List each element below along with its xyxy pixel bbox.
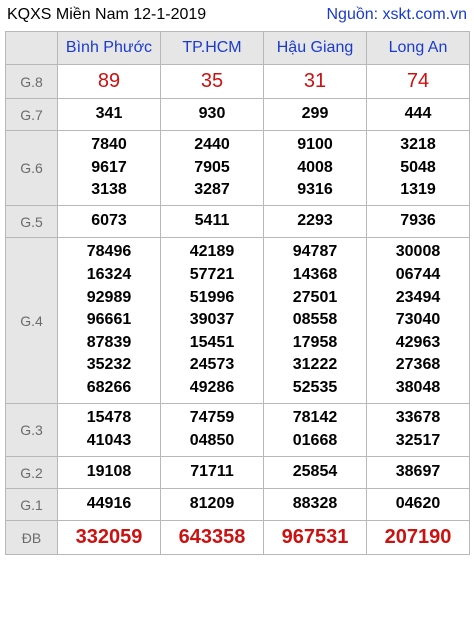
result-number: 17958 (292, 333, 338, 351)
result-number: 30008 (395, 243, 441, 261)
result-number: 7840 (91, 136, 127, 154)
prize-label: G.5 (6, 206, 58, 238)
results-panel (5, 2, 469, 555)
result-cell (367, 99, 470, 131)
result-number: 78142 (292, 409, 338, 427)
result-cell (367, 238, 470, 404)
result-number: 19108 (86, 463, 132, 481)
result-cell (264, 238, 367, 404)
result-number: 16324 (86, 266, 132, 284)
result-cell (161, 99, 264, 131)
result-number: 57721 (189, 266, 235, 284)
result-cell (58, 457, 161, 489)
result-number: 08558 (292, 311, 338, 329)
result-number: 15478 (86, 409, 132, 427)
result-cell (161, 238, 264, 404)
result-cell (58, 489, 161, 521)
result-number: 74759 (189, 409, 235, 427)
prize-label: G.1 (6, 489, 58, 521)
result-number: 42189 (189, 243, 235, 261)
header-row (6, 32, 470, 65)
result-cell (264, 489, 367, 521)
column-header-long-an[interactable]: Long An (367, 32, 470, 65)
prize-row (6, 457, 470, 489)
prize-label: G.4 (6, 238, 58, 404)
result-cell (58, 521, 161, 555)
result-number: 38697 (395, 463, 441, 481)
result-number: 1319 (400, 181, 436, 199)
result-number: 643358 (178, 526, 246, 549)
result-number: 27501 (292, 288, 338, 306)
result-number: 7905 (194, 158, 230, 176)
prize-label: G.6 (6, 131, 58, 206)
result-number: 87839 (86, 333, 132, 351)
result-number: 96661 (86, 311, 132, 329)
result-number: 78496 (86, 243, 132, 261)
result-number: 27368 (395, 356, 441, 374)
result-cell (161, 457, 264, 489)
prize-row (6, 521, 470, 555)
result-number: 9100 (297, 136, 333, 154)
result-number: 24573 (189, 356, 235, 374)
result-number: 44916 (86, 495, 132, 513)
result-number: 25854 (292, 463, 338, 481)
result-number: 04850 (189, 432, 235, 449)
prize-label: G.3 (6, 404, 58, 457)
result-number: 39037 (189, 311, 235, 329)
result-number: 73040 (395, 311, 441, 329)
result-number: 35232 (86, 356, 132, 374)
result-cell (161, 521, 264, 555)
prize-label: G.2 (6, 457, 58, 489)
result-cell (161, 404, 264, 457)
result-number: 23494 (395, 288, 441, 306)
result-cell (58, 65, 161, 99)
result-number: 51996 (189, 288, 235, 306)
prize-row (6, 99, 470, 131)
result-cell (161, 65, 264, 99)
result-cell (367, 206, 470, 238)
result-cell (58, 99, 161, 131)
result-cell (367, 131, 470, 206)
result-cell (367, 65, 470, 99)
result-cell (161, 206, 264, 238)
prize-label: ĐB (6, 521, 58, 555)
result-number: 31222 (292, 356, 338, 374)
result-number: 6073 (91, 212, 127, 230)
result-number: 01668 (292, 432, 338, 449)
result-number: 4008 (297, 158, 333, 176)
result-number: 5048 (400, 158, 436, 176)
result-number: 207190 (384, 526, 452, 549)
result-cell (264, 206, 367, 238)
result-number: 68266 (86, 378, 132, 396)
result-number: 15451 (189, 333, 235, 351)
result-number: 2293 (297, 212, 333, 230)
prize-row (6, 131, 470, 206)
result-number: 3138 (91, 181, 127, 199)
result-number: 04620 (395, 495, 441, 513)
result-cell (58, 206, 161, 238)
result-number: 5411 (194, 212, 230, 230)
page-title: KQXS Miền Nam 12-1-2019 (7, 6, 207, 23)
source-link[interactable]: Nguồn: xskt.com.vn (326, 6, 467, 23)
prize-row (6, 489, 470, 521)
result-number: 3287 (194, 181, 230, 199)
result-number: 71711 (190, 463, 234, 481)
prize-row (6, 238, 470, 404)
results-table (5, 31, 470, 555)
result-cell (58, 131, 161, 206)
result-number: 930 (198, 105, 226, 123)
result-number: 31 (303, 70, 327, 93)
result-number: 3218 (400, 136, 436, 154)
result-number: 299 (301, 105, 329, 123)
result-number: 32517 (395, 432, 441, 449)
result-number: 7936 (400, 212, 436, 230)
result-cell (367, 489, 470, 521)
result-number: 967531 (281, 526, 349, 549)
column-header-binh-phuoc[interactable]: Bình Phước (58, 32, 161, 65)
result-number: 06744 (395, 266, 441, 284)
prize-row (6, 404, 470, 457)
header-bar (5, 2, 469, 31)
result-number: 332059 (75, 526, 143, 549)
result-number: 2440 (194, 136, 230, 154)
result-cell (161, 131, 264, 206)
result-number: 9316 (297, 181, 333, 199)
result-cell (367, 457, 470, 489)
column-header-hau-giang[interactable]: Hậu Giang (264, 32, 367, 65)
column-header-tphcm[interactable]: TP.HCM (161, 32, 264, 65)
result-cell (367, 404, 470, 457)
result-cell (264, 404, 367, 457)
result-number: 38048 (395, 378, 441, 396)
result-cell (58, 238, 161, 404)
result-number: 341 (95, 105, 123, 123)
result-cell (264, 457, 367, 489)
prize-row (6, 65, 470, 99)
result-number: 42963 (395, 333, 441, 351)
result-cell (58, 404, 161, 457)
result-number: 74 (406, 70, 430, 93)
result-number: 33678 (395, 409, 441, 427)
result-cell (264, 99, 367, 131)
result-number: 89 (97, 70, 121, 93)
corner-cell (6, 32, 58, 65)
result-number: 81209 (189, 495, 235, 513)
result-cell (264, 521, 367, 555)
result-number: 444 (404, 105, 432, 123)
prize-label: G.7 (6, 99, 58, 131)
result-number: 52535 (292, 378, 338, 396)
result-cell (367, 521, 470, 555)
result-number: 41043 (86, 432, 132, 449)
prize-row (6, 206, 470, 238)
prize-label: G.8 (6, 65, 58, 99)
result-number: 49286 (189, 378, 235, 396)
result-number: 94787 (292, 243, 338, 261)
result-number: 88328 (292, 495, 338, 513)
result-cell (161, 489, 264, 521)
result-number: 92989 (86, 288, 132, 306)
result-number: 14368 (292, 266, 338, 284)
result-cell (264, 131, 367, 206)
result-number: 35 (200, 70, 224, 93)
result-number: 9617 (91, 158, 127, 176)
result-cell (264, 65, 367, 99)
